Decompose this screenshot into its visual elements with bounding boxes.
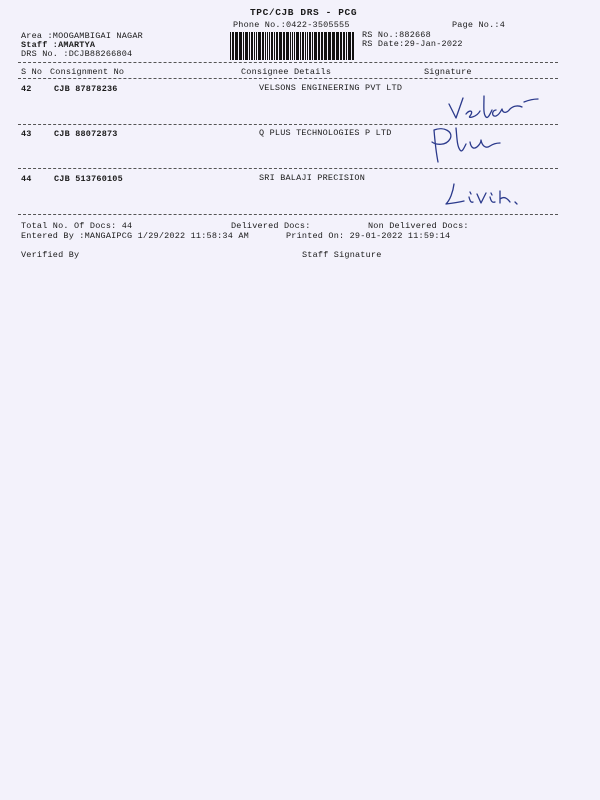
barcode-bar: [279, 32, 282, 60]
column-header-signature: Signature: [424, 67, 472, 77]
staff-signature-label: Staff Signature: [302, 250, 382, 260]
barcode-bar: [283, 32, 285, 60]
barcode-bar: [340, 32, 342, 60]
barcode-bar: [312, 32, 313, 60]
barcode-bar: [300, 32, 301, 60]
column-divider: [18, 78, 558, 79]
barcode-bar: [292, 32, 293, 60]
barcode-bar: [307, 32, 308, 60]
barcode-bar: [296, 32, 299, 60]
barcode-bar: [243, 32, 244, 60]
barcode-bar: [348, 32, 351, 60]
barcode-bar: [290, 32, 291, 60]
entered-by: Entered By :MANGAIPCG 1/29/2022 11:58:34 AM: [21, 231, 249, 241]
row-consignee: VELSONS ENGINEERING PVT LTD: [259, 83, 403, 93]
row-consignee: SRI BALAJI PRECISION: [259, 173, 366, 183]
barcode-bar: [274, 32, 275, 60]
barcode-bar: [332, 32, 335, 60]
phone-number: Phone No.:0422-3505555: [233, 20, 350, 30]
row-consignment: CJB 87878236: [54, 84, 118, 94]
barcode-bar: [276, 32, 278, 60]
barcode-bar: [245, 32, 248, 60]
barcode-bar: [232, 32, 234, 60]
barcode-bar: [251, 32, 253, 60]
barcode-bar: [324, 32, 327, 60]
barcode-bar: [265, 32, 266, 60]
area-label: Area :MOOGAMBIGAI NAGAR: [21, 31, 143, 41]
rs-date: RS Date:29-Jan-2022: [362, 39, 463, 49]
row-consignment: CJB 88072873: [54, 129, 118, 139]
barcode-bar: [256, 32, 257, 60]
barcode-image: [229, 32, 355, 60]
barcode-bar: [321, 32, 323, 60]
printed-on: Printed On: 29-01-2022 11:59:14: [286, 231, 451, 241]
delivered-docs: Delivered Docs:: [231, 221, 311, 231]
drs-number: DRS No. :DCJB88266804: [21, 49, 133, 59]
barcode-bar: [328, 32, 331, 60]
row-consignee: Q PLUS TECHNOLOGIES P LTD: [259, 128, 392, 138]
barcode-bar: [352, 32, 354, 60]
barcode-bar: [258, 32, 261, 60]
row-sno: 42: [21, 84, 32, 94]
barcode-bar: [254, 32, 255, 60]
barcode-bar: [343, 32, 345, 60]
staff-label: Staff :AMARTYA: [21, 40, 96, 50]
barcode-bar: [302, 32, 304, 60]
rs-number: RS No.:882668: [362, 30, 431, 40]
barcode-bar: [230, 32, 231, 60]
barcode-bar: [271, 32, 273, 60]
barcode-bar: [314, 32, 317, 60]
footer-divider: [18, 214, 558, 215]
document-title: TPC/CJB DRS - PCG: [250, 7, 358, 18]
row-sno: 43: [21, 129, 32, 139]
row-divider: [18, 168, 558, 169]
recipient-signature: [426, 124, 504, 166]
header-divider: [18, 62, 558, 63]
barcode-bar: [336, 32, 339, 60]
column-header-consignee: Consignee Details: [241, 67, 332, 77]
barcode-bar: [346, 32, 347, 60]
barcode-bar: [318, 32, 320, 60]
page-number: Page No.:4: [452, 20, 506, 30]
column-header-sno: S No: [21, 67, 43, 77]
barcode-bar: [305, 32, 306, 60]
row-sno: 44: [21, 174, 32, 184]
barcode-bar: [309, 32, 311, 60]
non-delivered-docs: Non Delivered Docs:: [368, 221, 469, 231]
total-docs: Total No. Of Docs: 44: [21, 221, 133, 231]
barcode-bar: [294, 32, 295, 60]
recipient-signature: [440, 180, 536, 210]
column-header-consignment: Consignment No: [50, 67, 125, 77]
barcode-bar: [267, 32, 268, 60]
recipient-signature: [440, 92, 542, 122]
barcode-bar: [249, 32, 250, 60]
barcode-bar: [239, 32, 242, 60]
barcode-bar: [262, 32, 264, 60]
row-consignment: CJB 513760105: [54, 174, 123, 184]
barcode-bar: [286, 32, 289, 60]
verified-by-label: Verified By: [21, 250, 80, 260]
barcode-bar: [235, 32, 238, 60]
barcode-bar: [269, 32, 270, 60]
